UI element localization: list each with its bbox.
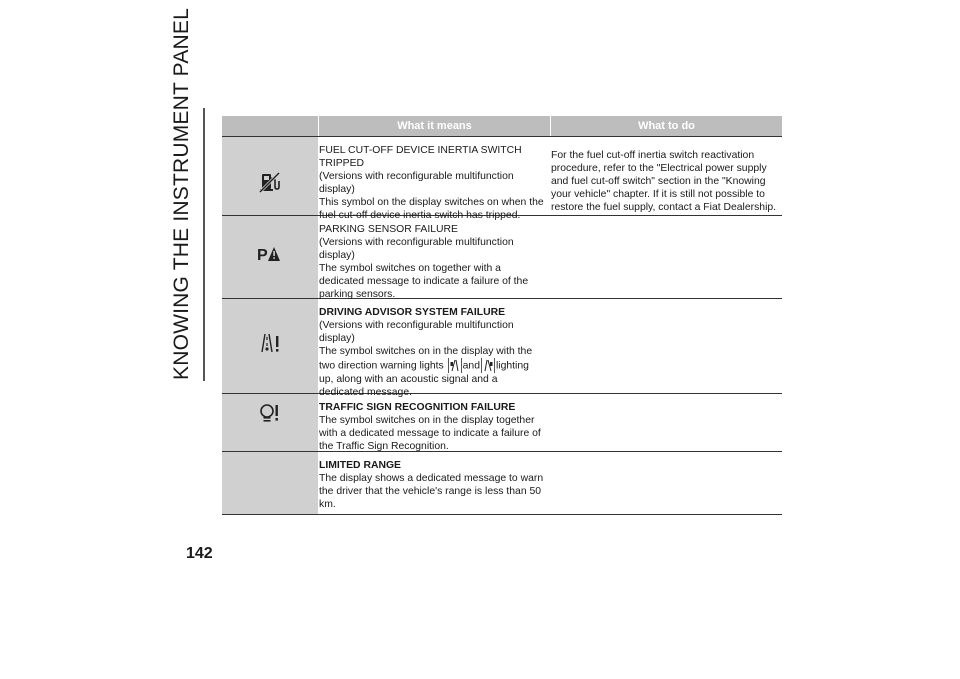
row-meaning-cell	[318, 137, 549, 222]
row-action-cell	[549, 394, 782, 451]
table-row	[222, 215, 782, 301]
row-icon-cell	[222, 394, 318, 451]
row-title: PARKING SENSOR FAILURE	[319, 224, 458, 235]
row-title: TRAFFIC SIGN RECOGNITION FAILURE	[319, 402, 516, 413]
table-row	[222, 451, 782, 515]
row-action-cell	[549, 299, 782, 393]
right-lane-icon	[481, 358, 495, 373]
row-title: FUEL CUT-OFF DEVICE INERTIA SWITCH TRIPPED	[319, 145, 522, 170]
row-action-cell	[549, 452, 782, 514]
row-icon-cell	[222, 299, 318, 393]
driving-advisor-warning-icon	[259, 331, 281, 355]
row-icon-cell	[222, 452, 318, 514]
row-title: DRIVING ADVISOR SYSTEM FAILURE	[319, 307, 506, 318]
section-title: KNOWING THE INSTRUMENT PANEL	[170, 8, 193, 380]
row-text-part: and	[462, 360, 480, 372]
page-number: 142	[186, 545, 213, 562]
header-icon-column	[222, 116, 318, 136]
row-meaning-cell	[318, 394, 549, 451]
left-lane-icon	[448, 358, 462, 373]
row-text: This symbol on the display switches on when the fuel cut-off device inertia switch has tripped.	[319, 197, 544, 222]
svg-text:P: P	[257, 247, 268, 264]
row-meaning-cell	[318, 452, 549, 514]
header-action: What to do	[551, 116, 782, 136]
row-title: LIMITED RANGE	[319, 460, 401, 471]
table-row	[222, 393, 782, 451]
row-text: The symbol switches on in the display together with a dedicated message to indicate a failure of the Traffic Sign Recognition.	[319, 415, 541, 453]
row-text: (Versions with reconfigurable multifunction display)	[319, 320, 514, 345]
table-row	[222, 298, 782, 399]
section-divider	[203, 108, 205, 381]
table-row	[222, 136, 782, 222]
warning-table	[222, 116, 782, 515]
row-meaning-cell	[318, 299, 549, 399]
row-text: (Versions with reconfigurable multifunction display)	[319, 237, 514, 262]
row-text: The symbol switches on together with a dedicated message to indicate a failure of the parking sensors.	[319, 263, 529, 301]
fuel-cutoff-icon	[259, 170, 281, 194]
parking-sensor-warning-icon	[257, 244, 283, 264]
row-text-part: The symbol switches on in the display with the two direction warning lights	[319, 346, 533, 372]
row-action-cell	[549, 216, 782, 298]
row-icon-cell	[222, 216, 318, 298]
row-text: (Versions with reconfigurable multifunction display)	[319, 171, 514, 196]
traffic-sign-warning-icon	[260, 403, 280, 423]
row-action-cell: For the fuel cut-off inertia switch reactivation procedure, refer to the "Electrical power supply and fuel cut-off switch" section in the "Knowing your vehicle" chapter. If it is still not possible to restore the fuel supply, contact a Fiat Dealership.	[551, 150, 777, 214]
row-icon-cell	[222, 137, 318, 215]
table-header	[222, 116, 782, 136]
row-meaning-cell	[318, 216, 549, 301]
row-text-part: lighting up, along with an acoustic signal and a dedicated message.	[319, 360, 529, 399]
row-text	[319, 345, 545, 399]
header-meaning: What it means	[319, 116, 550, 136]
row-text: The display shows a dedicated message to warn the driver that the vehicle's range is less than 50 km.	[319, 473, 544, 511]
